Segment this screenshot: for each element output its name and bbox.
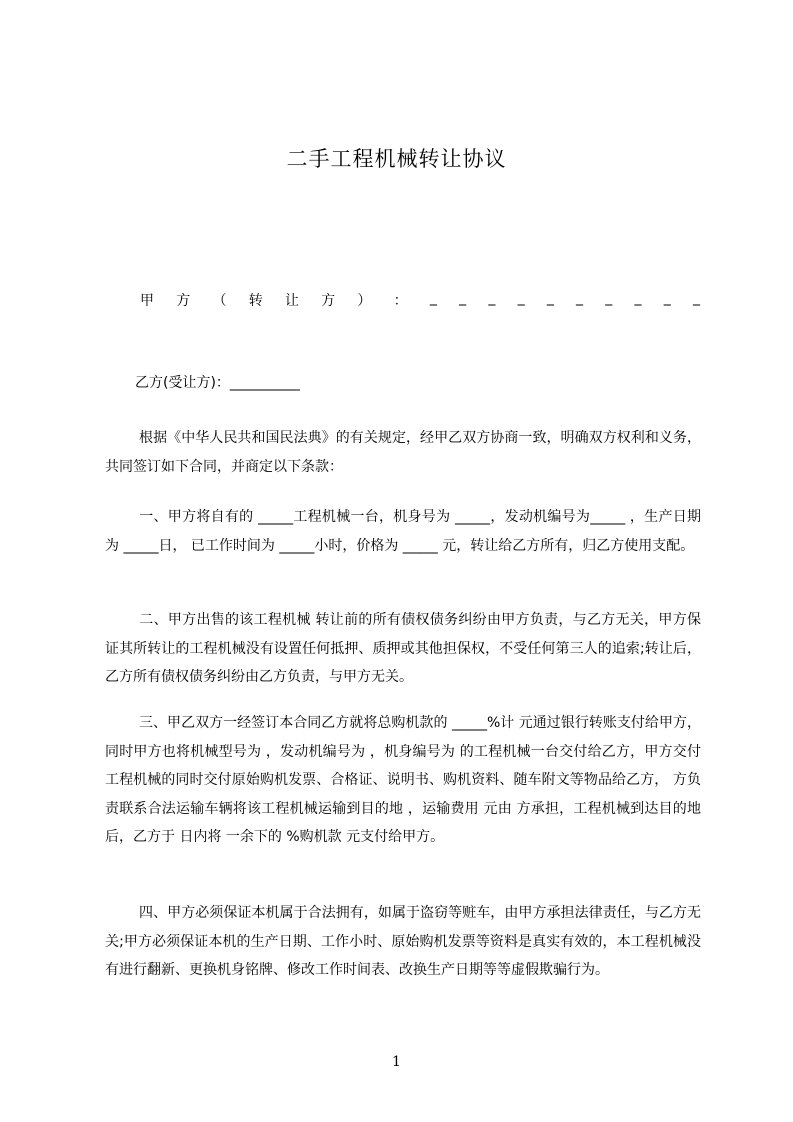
intro-text: 根据《中华人民共和国民法典》的有关规定，经甲乙双方协商一致，明确双方权利和义务，共同签订如下合同，并商定以下条款： — [105, 430, 701, 475]
party-a-blank: _ — [663, 290, 671, 306]
party-a-line — [140, 290, 700, 310]
clause-1-paragraph — [105, 503, 701, 560]
clause-3-paragraph — [105, 709, 701, 852]
clause-3-text: 三、甲乙双方一经签订本合同乙方就将总购机款的 _____%计 元通过银行转账支付给甲方，同时甲方也将机械型号为 ，发动机编号为 ，机身编号为 的工程机械一台交付给乙方，甲方交付工程机械的同时交付原始购机发票、合格证、说明书、购机资料、随车附文等物品给乙方， 方负责联系合法运输车辆将该工程机械运输到目的地 ，运输费用 元由 方承担，工程机械到达目的地后，乙方于 日内将 一余下的 %购机款 元支付给甲方。 — [105, 715, 701, 845]
party-a-char: 方 — [321, 293, 336, 309]
party-a-char: 让 — [284, 293, 299, 309]
clause-2-text: 二、甲方出售的该工程机械 转让前的所有债权债务纠纷由甲方负责，与乙方无关，甲方保证其所转让的工程机械没有设置任何抵押、质押或其他担保权，不受任何第三人的追索;转让后，乙方所有债权债务纠纷由乙方负责，与甲方无关。 — [105, 612, 701, 685]
party-a-char: ： — [393, 293, 408, 309]
party-a-blank: _ — [546, 290, 554, 306]
party-a-blank: _ — [692, 290, 700, 306]
party-a-blank: _ — [459, 290, 467, 306]
party-a-blank: _ — [605, 290, 613, 306]
party-a-blank: _ — [429, 290, 437, 306]
document-title: 二手工程机械转让协议 — [286, 147, 507, 171]
clause-2-paragraph — [105, 606, 701, 692]
clause-4-text: 四、甲方必须保证本机属于合法拥有，如属于盗窃等赃车，由甲方承担法律责任，与乙方无关;甲方必须保证本机的生产日期、工作小时、原始购机发票等资料是真实有效的，本工程机械没有进行翻新、更换机身铭牌、修改工作时间表、改换生产日期等等虚假欺骗行为。 — [105, 905, 701, 978]
party-a-char: 方 — [176, 293, 191, 309]
clause-1-text: 一、甲方将自有的 _____工程机械一台，机身号为 _____，发动机编号为_____ ，生产日期为 _____日， 已工作时间为 _____小时，价格为 _____ 元，转让给乙方所有，归乙方使用支配。 — [105, 509, 701, 554]
party-b-line: 乙方(受让方)：__________ — [135, 375, 300, 391]
party-a-char: 转 — [248, 293, 263, 309]
party-a-char: ） — [357, 293, 372, 309]
party-a-blank: _ — [576, 290, 584, 306]
party-a-char: 甲 — [140, 293, 154, 309]
page-number: 1 — [392, 1054, 401, 1070]
intro-paragraph — [105, 424, 701, 481]
party-a-char: （ — [212, 293, 227, 309]
party-a-blank: _ — [517, 290, 525, 306]
party-a-blank: _ — [634, 290, 642, 306]
party-a-blank: _ — [488, 290, 496, 306]
clause-4-paragraph — [105, 899, 701, 985]
